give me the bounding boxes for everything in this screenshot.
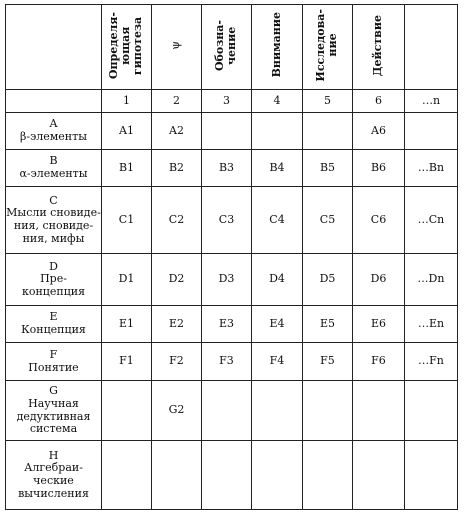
corner-cell (6, 5, 102, 90)
table-cell: E5 (303, 306, 353, 343)
grid-table (5, 4, 458, 510)
table-cell (252, 381, 303, 441)
table-cell (303, 113, 353, 150)
table-cell (303, 381, 353, 441)
row-label: B α-элементы (6, 150, 102, 187)
row-label: H Алгебраи- ческие вычисления (6, 441, 102, 510)
table-cell: F2 (152, 343, 202, 381)
table-row (6, 306, 458, 343)
table-cell: D3 (202, 254, 252, 306)
table-cell (405, 441, 458, 510)
table-cell: D6 (353, 254, 405, 306)
column-number: 2 (152, 90, 202, 113)
table-cell (405, 113, 458, 150)
table-cell (202, 113, 252, 150)
table-cell: B3 (202, 150, 252, 187)
table-cell: A6 (353, 113, 405, 150)
table-cell: F1 (102, 343, 152, 381)
table-cell: C4 (252, 187, 303, 254)
column-header (152, 5, 202, 90)
table-row (6, 441, 458, 510)
column-header (202, 5, 252, 90)
table-cell: B1 (102, 150, 152, 187)
table-cell: E4 (252, 306, 303, 343)
table-cell (102, 381, 152, 441)
table-cell: C1 (102, 187, 152, 254)
column-header (303, 5, 353, 90)
table-cell: B4 (252, 150, 303, 187)
table-cell: …En (405, 306, 458, 343)
table-cell: B2 (152, 150, 202, 187)
table-cell: E3 (202, 306, 252, 343)
table-cell: E6 (353, 306, 405, 343)
table-cell (152, 441, 202, 510)
column-header-label: Исследова- ние (314, 8, 340, 82)
column-header-label: Действие (371, 14, 385, 76)
table-cell (202, 441, 252, 510)
table-cell: A2 (152, 113, 202, 150)
column-number-row (6, 90, 458, 113)
column-number: 3 (202, 90, 252, 113)
column-number: 4 (252, 90, 303, 113)
table-row (6, 187, 458, 254)
table-cell: F5 (303, 343, 353, 381)
column-header-label: Обозна- чение (213, 19, 239, 71)
table-cell: B5 (303, 150, 353, 187)
number-row-corner (6, 90, 102, 113)
column-number: 5 (303, 90, 353, 113)
table-cell: A1 (102, 113, 152, 150)
column-header-label: Внимание (269, 12, 283, 78)
table-cell (405, 381, 458, 441)
row-label: G Научная дедуктивная система (6, 381, 102, 441)
table-cell: F4 (252, 343, 303, 381)
header-row (6, 5, 458, 90)
column-header (353, 5, 405, 90)
table-cell: C6 (353, 187, 405, 254)
table-cell: E2 (152, 306, 202, 343)
row-label: C Мысли сновиде- ния, сновиде- ния, мифы (6, 187, 102, 254)
table-row (6, 150, 458, 187)
row-label: E Концепция (6, 306, 102, 343)
column-header (102, 5, 152, 90)
table-cell: E1 (102, 306, 152, 343)
table-cell (202, 381, 252, 441)
column-number: …n (405, 90, 458, 113)
table-cell (252, 113, 303, 150)
table-cell: F3 (202, 343, 252, 381)
table-cell: B6 (353, 150, 405, 187)
table-cell: C5 (303, 187, 353, 254)
table-row (6, 343, 458, 381)
column-header-label: Определя- ющая гипотеза (107, 11, 145, 79)
row-label: F Понятие (6, 343, 102, 381)
table-cell: D1 (102, 254, 152, 306)
table-cell: G2 (152, 381, 202, 441)
table-row (6, 381, 458, 441)
table-row (6, 113, 458, 150)
table-cell: F6 (353, 343, 405, 381)
column-number: 1 (102, 90, 152, 113)
table-cell (353, 381, 405, 441)
table-row (6, 254, 458, 306)
table-cell: D2 (152, 254, 202, 306)
table-cell (102, 441, 152, 510)
table-cell: D4 (252, 254, 303, 306)
row-label: A β-элементы (6, 113, 102, 150)
table-cell: C2 (152, 187, 202, 254)
table-cell (353, 441, 405, 510)
column-header-label: ψ (169, 41, 183, 50)
column-header (252, 5, 303, 90)
table-cell (252, 441, 303, 510)
table-cell: D5 (303, 254, 353, 306)
table-cell: …Cn (405, 187, 458, 254)
column-number: 6 (353, 90, 405, 113)
row-label: D Пре- концепция (6, 254, 102, 306)
table-cell: …Fn (405, 343, 458, 381)
column-header (405, 5, 458, 90)
table-cell: …Bn (405, 150, 458, 187)
table-cell: …Dn (405, 254, 458, 306)
table-cell: C3 (202, 187, 252, 254)
table-cell (303, 441, 353, 510)
